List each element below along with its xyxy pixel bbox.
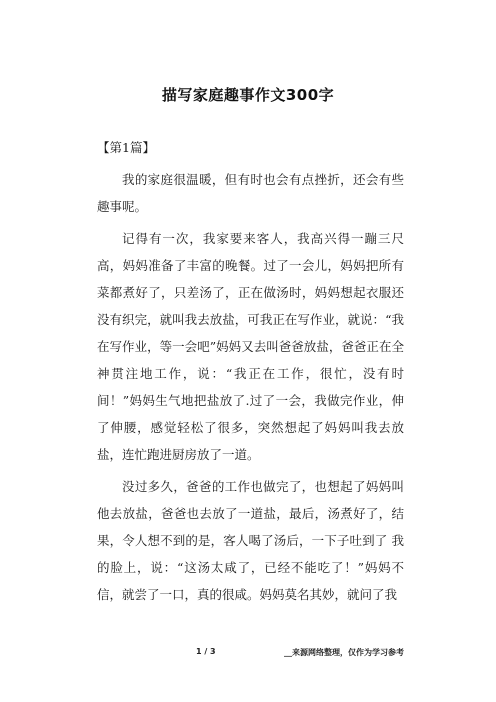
source-note: __来源网络整理，仅作为学习参考 <box>284 648 404 657</box>
paragraph-3: 没过多久，爸爸的工作也做完了，也想起了妈妈叫他去放盐，爸爸也去放了一道盐，最后，汤煮好了，结果，令人想不到的是，客人喝了汤后，一下子吐到了 我的脸上，说：“这汤太咸了，已经不能吃了！”妈妈不信，就尝了一口，真的很咸。妈妈莫名其妙，就问了我 <box>97 479 404 602</box>
page-footer <box>0 647 496 661</box>
paragraph-1: 我的家庭很温暖，但有时也会有点挫折，还会有些趣事呢。 <box>97 172 404 214</box>
document-title: 描写家庭趣事作文300字 <box>161 86 335 104</box>
section-heading: 【第1篇】 <box>97 140 155 155</box>
paragraph-2: 记得有一次，我家要来客人，我高兴得一蹦三尺高，妈妈准备了丰富的晚餐。过了一会儿，妈妈把所有菜都煮好了，只差汤了，正在做汤时，妈妈想起衣服还 没有织完，就叫我去放盐，可我正在写作业，就说：“我在写作业，等一会吧”妈妈又去叫爸爸放盐，爸爸正在全神贯注地工作，说：“我正在工作，很忙，没有时 间！”妈妈生气地把盐放了.过了一会，我做完作业，伸了伸腰，感觉轻松了很多，突然想起了妈妈叫我去放盐，连忙跑进厨房放了一道。 <box>97 231 404 462</box>
document-body <box>97 134 404 613</box>
page-number: 1 / 3 <box>196 647 216 656</box>
